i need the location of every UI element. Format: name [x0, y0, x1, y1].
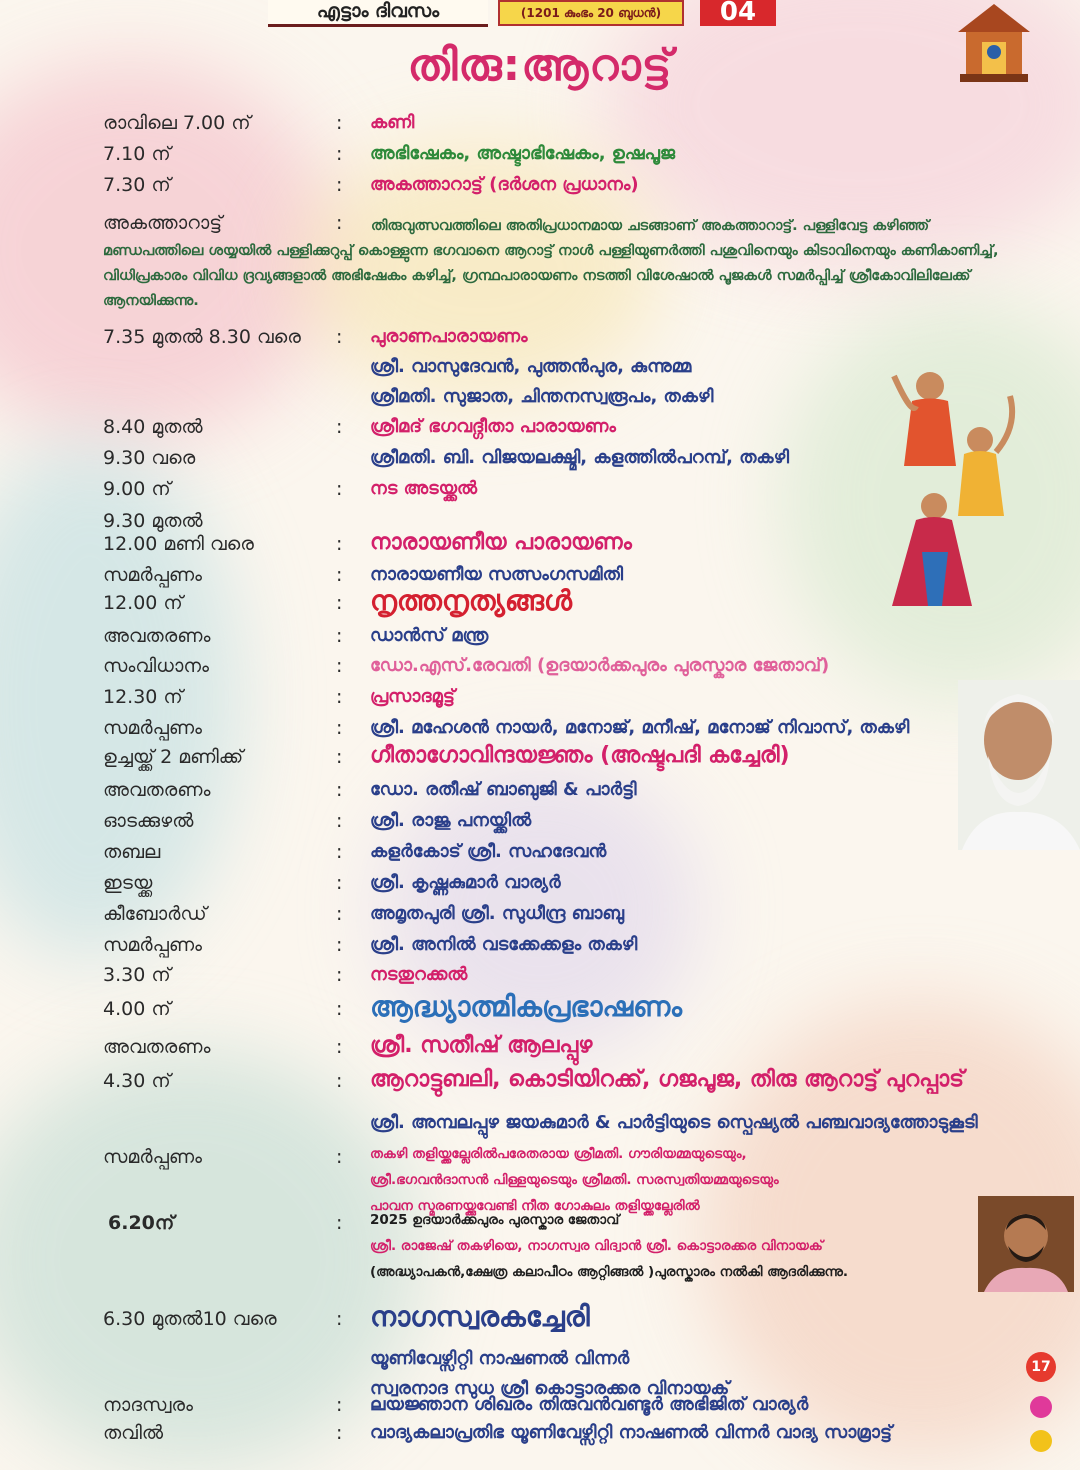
schedule-item: കണി	[370, 112, 415, 133]
schedule-colon: :	[336, 717, 343, 739]
schedule-time: കീബോർഡ്	[103, 903, 207, 925]
schedule-item: ശ്രീ. അനിൽ വടക്കേക്കളം തകഴി	[370, 934, 638, 955]
schedule-colon: :	[336, 872, 343, 894]
schedule-time: 7.35 മുതൽ 8.30 വരെ	[103, 326, 301, 348]
schedule-item: ശ്രീ. രാജേഷ് തകഴിയെ, നാഗസ്വര വിദ്വാൻ ശ്രീ. കൊട്ടാരക്കര വിനായക്	[370, 1238, 823, 1254]
schedule-item: ശ്രീ. സതീഷ് ആലപ്പുഴ	[370, 1033, 593, 1058]
schedule-time: തബല	[103, 841, 161, 863]
schedule-time: 12.00 മണി വരെ	[103, 533, 254, 555]
schedule-time: 9.00 ന്	[103, 478, 171, 500]
schedule-colon: :	[336, 686, 343, 708]
schedule-item: കളർകോട് ശ്രീ. സഹദേവൻ	[370, 841, 607, 862]
schedule-time: തവിൽ	[103, 1422, 164, 1444]
schedule-item: ശ്രീ. മഹേശൻ നായർ, മനോജ്, മനീഷ്, മനോജ് നിവാസ്, തകഴി	[370, 717, 910, 738]
schedule-item: അഭിഷേകം, അഷ്ടാഭിഷേകം, ഉഷപൂജ	[370, 143, 676, 164]
schedule-item: ഡോ. രതീഷ് ബാബുജി & പാർട്ടി	[370, 779, 637, 800]
schedule-item: നൃത്തനൃത്യങ്ങൾ	[370, 584, 573, 617]
dancers-image	[872, 356, 1032, 616]
schedule-time: 7.10 ന്	[103, 143, 171, 165]
schedule-item: നാരായണീയ പാരായണം	[370, 530, 632, 555]
schedule-colon: :	[336, 746, 343, 768]
schedule-item: ഗീതാഗോവിന്ദയജ്ഞം (അഷ്ടപദി കച്ചേരി)	[370, 743, 790, 768]
schedule-colon: :	[336, 841, 343, 863]
schedule-item: സ്വരനാദ സുധ ശ്രീ കൊട്ടാരക്കര വിനായക്	[370, 1378, 730, 1399]
schedule-item: ഡോ.എസ്.രേവതി (ഉദയാർക്കപുരം പുരസ്കാര ജേതാവ്)	[370, 655, 830, 676]
schedule-time: രാവിലെ 7.00 ന്	[103, 112, 251, 134]
schedule-time: 12.00 ന്	[103, 592, 183, 614]
schedule-item: ശ്രീ. അമ്പലപ്പുഴ ജയകുമാർ & പാർട്ടിയുടെ സ്പെഷ്യൽ പഞ്ചവാദ്യത്തോടുകൂടി	[370, 1112, 978, 1133]
schedule-time: 6.20ന്	[108, 1212, 175, 1234]
schedule-time: 9.30 വരെ	[103, 447, 196, 469]
schedule-colon: :	[336, 1308, 343, 1330]
akathu-note-colon: :	[336, 212, 343, 234]
schedule-colon: :	[336, 934, 343, 956]
schedule-colon: :	[336, 779, 343, 801]
schedule-time: 3.30 ന്	[103, 964, 171, 986]
schedule-colon: :	[336, 964, 343, 986]
day-label: എട്ടാം ദിവസം	[268, 0, 488, 27]
schedule-time: ഓടക്കുഴൽ	[103, 810, 194, 832]
schedule-item: ശ്രീ. രാജു പനയ്ക്കിൽ	[370, 810, 532, 831]
schedule-colon: :	[336, 1212, 343, 1234]
page-number-badge: 17	[1026, 1352, 1056, 1382]
schedule-item: ഡാൻസ് മന്ത്ര	[370, 625, 489, 646]
schedule-item: അകത്താറാട്ട് (ദർശന പ്രധാനം)	[370, 174, 639, 195]
schedule-item: പ്രസാദമൂട്ട്	[370, 686, 455, 707]
schedule-colon: :	[336, 1146, 343, 1168]
schedule-colon: :	[336, 592, 343, 614]
schedule-item: ശ്രീമതി. ബി. വിജയലക്ഷ്മി, കളത്തിൽപറമ്പ്, തകഴി	[370, 447, 790, 468]
schedule-item: യൂണിവേഴ്സിറ്റി നാഷണൽ വിന്നർ	[370, 1348, 630, 1369]
schedule-colon: :	[336, 1394, 343, 1416]
schedule-colon: :	[336, 998, 343, 1020]
schedule-time: സമർപ്പണം	[103, 1146, 202, 1168]
akathu-note-label: അകത്താറാട്ട്	[103, 212, 223, 234]
schedule-time: 12.30 ന്	[103, 686, 183, 708]
akathu-note-text: തിരുവുത്സവത്തിലെ അതിപ്രധാനമായ ചടങ്ങാണ് അകത്താറാട്ട്. പള്ളിവേട്ട കഴിഞ്ഞ് മണ്ഡപത്തിലെ ശയ്യയിൽ പള്ളിക്കുറുപ്പ് കൊള്ളുന്ന ഭഗവാനെ ആറാട്ട് നാൾ പള്ളിയുണർത്തി പശുവിനെയും കിടാവിനെയും കണികാണിച്ച്, വിധിപ്രകാരം വിവിധ ദ്രവ്യങ്ങളാൽ അഭിഷേകം കഴിച്ച്, ഗ്രന്ഥപാരായണം നടത്തി വിശേഷാൽ പൂജകൾ സമർപ്പിച്ച് ശ്രീകോവിലിലേക്ക് ആനയിക്കുന്നു.	[103, 218, 999, 309]
schedule-time: 9.30 മുതൽ	[103, 510, 203, 532]
schedule-item: നടതുറക്കൽ	[370, 964, 468, 985]
schedule-item: ലയജ്ഞാന ശിഖരം തിരുവൻവണ്ടൂർ അഭിജിത് വാര്യർ	[370, 1394, 809, 1415]
day-number: 04	[700, 0, 776, 26]
schedule-item: ശ്രീ. കൃഷ്ണകുമാർ വാര്യർ	[370, 872, 561, 893]
awardee-photo	[978, 1196, 1074, 1292]
schedule-colon: :	[336, 810, 343, 832]
schedule-item: ശ്രീമദ് ഭഗവദ്ഗീതാ പാരായണം	[370, 416, 616, 437]
schedule-item: നാഗസ്വരകച്ചേരി	[370, 1300, 590, 1333]
decor-dot-magenta	[1030, 1396, 1052, 1418]
page-title: തിരു:ആറാട്ട്	[407, 40, 673, 91]
date-label: (1201 കുംഭം 20 ബുധൻ)	[498, 0, 684, 26]
schedule-item: വാദ്യകലാപ്രതിഭ യൂണിവേഴ്സിറ്റി നാഷണൽ വിന്നർ വാദ്യ സാമ്രാട്ട്	[370, 1422, 892, 1443]
schedule-colon: :	[336, 1070, 343, 1092]
schedule-time: സമർപ്പണം	[103, 717, 202, 739]
schedule-colon: :	[336, 625, 343, 647]
schedule-colon: :	[336, 416, 343, 438]
schedule-colon: :	[336, 533, 343, 555]
schedule-item: ആദ്ധ്യാത്മികപ്രഭാഷണം	[370, 990, 683, 1023]
schedule-item: ആറാട്ടുബലി, കൊടിയിറക്ക്, ഗജപൂജ, തിരു ആറാട്ട് പുറപ്പാട്	[370, 1067, 965, 1092]
schedule-colon: :	[336, 174, 343, 196]
schedule-item: ശ്രീ. വാസുദേവൻ, പുത്തൻപുര, കുന്നുമ്മ	[370, 356, 692, 377]
schedule-time: അവതരണം	[103, 625, 211, 647]
schedule-item: പുരാണപാരായണം	[370, 326, 528, 347]
speaker-photo-elder	[958, 680, 1080, 850]
schedule-time: 4.00 ന്	[103, 998, 171, 1020]
schedule-item: തകഴി തളിയ്ക്കല്ലേരിൽപരേതരായ ശ്രീമതി. ഗൗരിയമ്മയുടെയും,	[370, 1146, 747, 1162]
schedule-time: സമർപ്പണം	[103, 564, 202, 586]
schedule-time: 7.30 ന്	[103, 174, 171, 196]
schedule-colon: :	[336, 1422, 343, 1444]
schedule-item: പാവന സ്മരണയ്ക്കുവേണ്ടി നീത ഗോകുലം തളിയ്ക്കല്ലേരിൽ	[370, 1198, 700, 1214]
schedule-colon: :	[336, 478, 343, 500]
schedule-item: ശ്രീ.ഭഗവൻദാസൻ പിള്ളയുടെയും ശ്രീമതി. സരസ്വതിയമ്മയുടെയും	[370, 1172, 779, 1188]
schedule-item: അമൃതപുരി ശ്രീ. സുധീന്ദ്ര ബാബു	[370, 903, 625, 924]
schedule-item: 2025 ഉദയാർക്കപുരം പുരസ്കാര ജേതാവ്	[370, 1212, 620, 1228]
schedule-time: സംവിധാനം	[103, 655, 209, 677]
schedule-colon: :	[336, 655, 343, 677]
schedule-time: 8.40 മുതൽ	[103, 416, 203, 438]
schedule-time: ഇടയ്ക്ക	[103, 872, 153, 894]
schedule-time: ഉച്ചയ്ക്ക് 2 മണിക്ക്	[103, 746, 244, 768]
schedule-item: നാരായണീയ സത്സംഗസമിതി	[370, 564, 624, 585]
schedule-item: (അദ്ധ്യാപകൻ,ക്ഷേത്ര കലാപീഠം ആറ്റിങ്ങൽ )പുരസ്കാരം നൽകി ആദരിക്കുന്നു.	[370, 1264, 849, 1280]
schedule-colon: :	[336, 564, 343, 586]
schedule-time: സമർപ്പണം	[103, 934, 202, 956]
schedule-item: നട അടയ്ക്കൽ	[370, 478, 478, 499]
schedule-colon: :	[336, 143, 343, 165]
decor-dot-yellow	[1030, 1430, 1052, 1452]
schedule-time: 6.30 മുതൽ10 വരെ	[103, 1308, 277, 1330]
schedule-colon: :	[336, 326, 343, 348]
schedule-time: അവതരണം	[103, 779, 211, 801]
schedule-time: നാദസ്വരം	[103, 1394, 193, 1416]
schedule-time: 4.30 ന്	[103, 1070, 171, 1092]
schedule-item: ശ്രീമതി. സുജാത, ചിന്തനസ്വരൂപം, തകഴി	[370, 386, 714, 407]
schedule-time: അവതരണം	[103, 1036, 211, 1058]
schedule-colon: :	[336, 1036, 343, 1058]
schedule-colon: :	[336, 112, 343, 134]
schedule-colon: :	[336, 903, 343, 925]
